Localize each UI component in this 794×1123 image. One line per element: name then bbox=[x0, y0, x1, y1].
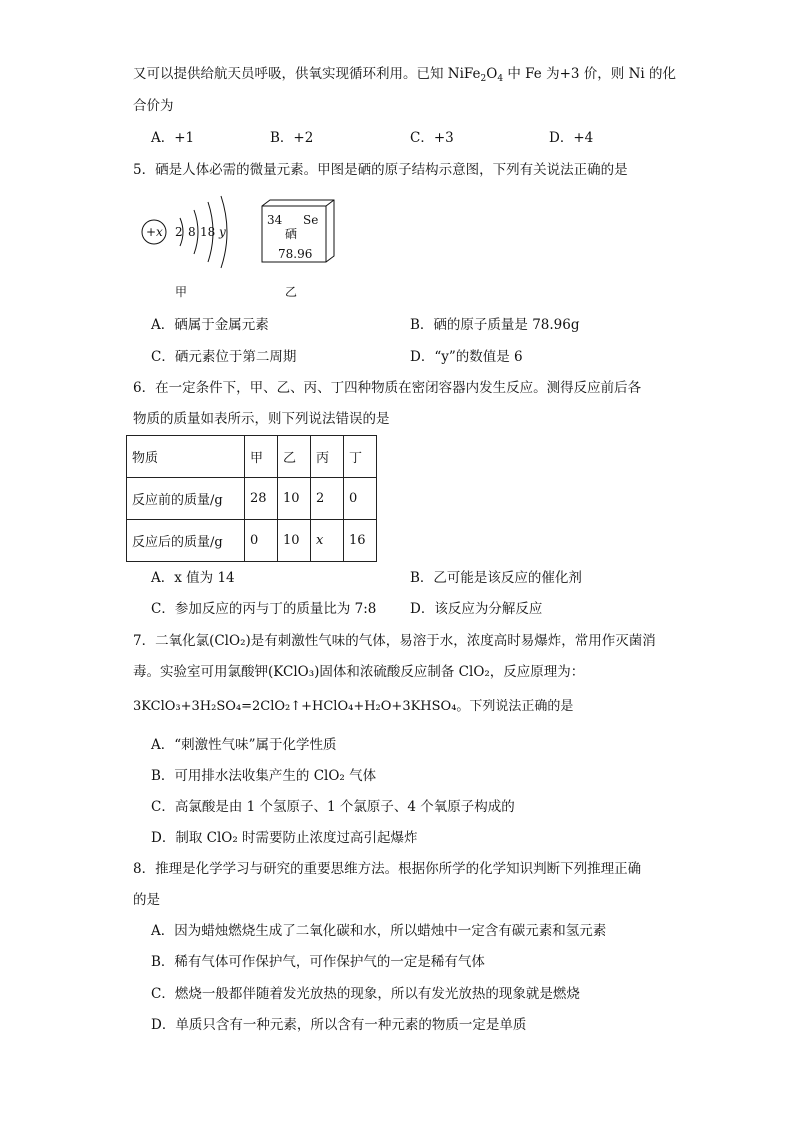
table-cell: 0 bbox=[344, 478, 377, 520]
element-name: 硒 bbox=[285, 227, 298, 241]
q6-option-a[interactable]: A．x 值为 14 bbox=[151, 570, 235, 586]
atom-nucleus-charge: +x bbox=[146, 225, 163, 239]
q6-option-c[interactable]: C．参加反应的丙与丁的质量比为 7:8 bbox=[151, 601, 377, 617]
element-card-caption: 乙 bbox=[285, 285, 298, 299]
table-cell: 10 bbox=[278, 520, 311, 562]
atom-shell-2: 8 bbox=[188, 225, 196, 239]
table-row bbox=[127, 520, 377, 562]
table-header-cell: 丙 bbox=[311, 436, 344, 478]
q7-option-c[interactable]: C．高氯酸是由 1 个氢原子、1 个氯原子、4 个氧原子构成的 bbox=[151, 799, 515, 815]
mass-table bbox=[126, 435, 377, 562]
q5-option-b[interactable]: B．硒的原子质量是 78.96g bbox=[410, 317, 580, 333]
q4-stem-line1: 又可以提供给航天员呼吸，供氧实现循环利用。已知 $NiFe_2O_4$ 中 Fe 为+3 价，则 Ni 的化 bbox=[133, 66, 676, 84]
table-header-cell: 乙 bbox=[278, 436, 311, 478]
q7-option-d[interactable]: D．制取 ClO₂ 时需要防止浓度过高引起爆炸 bbox=[151, 830, 418, 846]
table-cell: 10 bbox=[278, 478, 311, 520]
atom-caption: 甲 bbox=[175, 285, 188, 299]
q6-option-d[interactable]: D．该反应为分解反应 bbox=[410, 601, 543, 617]
q6-option-b[interactable]: B．乙可能是该反应的催化剂 bbox=[410, 570, 582, 586]
q7-option-b[interactable]: B．可用排水法收集产生的 ClO₂ 气体 bbox=[151, 768, 377, 784]
q5-option-d[interactable]: D．“y”的数值是 6 bbox=[410, 349, 523, 365]
table-header-cell: 物质 bbox=[127, 436, 245, 478]
table-header-row bbox=[127, 436, 377, 478]
table-cell: 0 bbox=[245, 520, 278, 562]
q7-option-a[interactable]: A．“刺激性气味”属于化学性质 bbox=[151, 737, 337, 753]
q4-option-b[interactable]: B．+2 bbox=[270, 130, 314, 146]
q7-stem-line1: 7．二氧化氯(ClO₂)是有刺激性气味的气体，易溶于水，浓度高时易爆炸，常用作灭菌消 bbox=[133, 633, 656, 649]
q8-stem-line1: 8．推理是化学学习与研究的重要思维方法。根据你所学的化学知识判断下列推理正确 bbox=[133, 861, 642, 877]
q8-option-c[interactable]: C．燃烧一般都伴随着发光放热的现象，所以有发光放热的现象就是燃烧 bbox=[151, 986, 580, 1002]
table-cell: 反应后的质量/g bbox=[127, 520, 245, 562]
q8-option-d[interactable]: D．单质只含有一种元素，所以含有一种元素的物质一定是单质 bbox=[151, 1017, 527, 1033]
q5-option-a[interactable]: A．硒属于金属元素 bbox=[151, 317, 269, 333]
table-row bbox=[127, 478, 377, 520]
q6-stem-line1: 6．在一定条件下，甲、乙、丙、丁四种物质在密闭容器内发生反应。测得反应前后各 bbox=[133, 380, 642, 396]
table-cell: 16 bbox=[344, 520, 377, 562]
q6-stem-line2: 物质的质量如表所示，则下列说法错误的是 bbox=[133, 411, 390, 427]
q4-option-a[interactable]: A．+1 bbox=[151, 130, 195, 146]
q4-option-d[interactable]: D．+4 bbox=[549, 130, 594, 146]
q7-stem-line2: 毒。实验室可用氯酸钾(KClO₃)固体和浓硫酸反应制备 ClO₂，反应原理为： bbox=[133, 664, 585, 680]
table-cell: 2 bbox=[311, 478, 344, 520]
element-atomic-number: 34 bbox=[267, 213, 283, 227]
table-header-cell: 甲 bbox=[245, 436, 278, 478]
q5-option-c[interactable]: C．硒元素位于第二周期 bbox=[151, 349, 297, 365]
element-mass: 78.96 bbox=[278, 247, 313, 261]
table-cell: x bbox=[311, 520, 344, 562]
q8-option-b[interactable]: B．稀有气体可作保护气，可作保护气的一定是稀有气体 bbox=[151, 954, 485, 970]
q4-stem-line2: 合价为 bbox=[133, 98, 174, 114]
q5-stem: 5．硒是人体必需的微量元素。甲图是硒的原子结构示意图，下列有关说法正确的是 bbox=[133, 162, 628, 178]
q8-option-a[interactable]: A．因为蜡烛燃烧生成了二氧化碳和水，所以蜡烛中一定含有碳元素和氢元素 bbox=[151, 923, 607, 939]
table-cell: 28 bbox=[245, 478, 278, 520]
table-cell: 反应前的质量/g bbox=[127, 478, 245, 520]
atom-shell-3: 18 bbox=[200, 225, 216, 239]
atom-shell-4: y bbox=[219, 225, 226, 239]
q7-equation-tail: 。下列说法正确的是 bbox=[456, 699, 574, 714]
atom-shell-1: 2 bbox=[175, 225, 183, 239]
q8-stem-line2: 的是 bbox=[133, 892, 160, 908]
q7-equation: 3KClO₃+3H₂SO₄=2ClO₂↑+HClO₄+H₂O+3KHSO₄ bbox=[133, 699, 457, 714]
q4-option-c[interactable]: C．+3 bbox=[410, 130, 454, 146]
element-symbol: Se bbox=[303, 213, 319, 227]
table-header-cell: 丁 bbox=[344, 436, 377, 478]
q7-equation-line bbox=[133, 697, 573, 717]
